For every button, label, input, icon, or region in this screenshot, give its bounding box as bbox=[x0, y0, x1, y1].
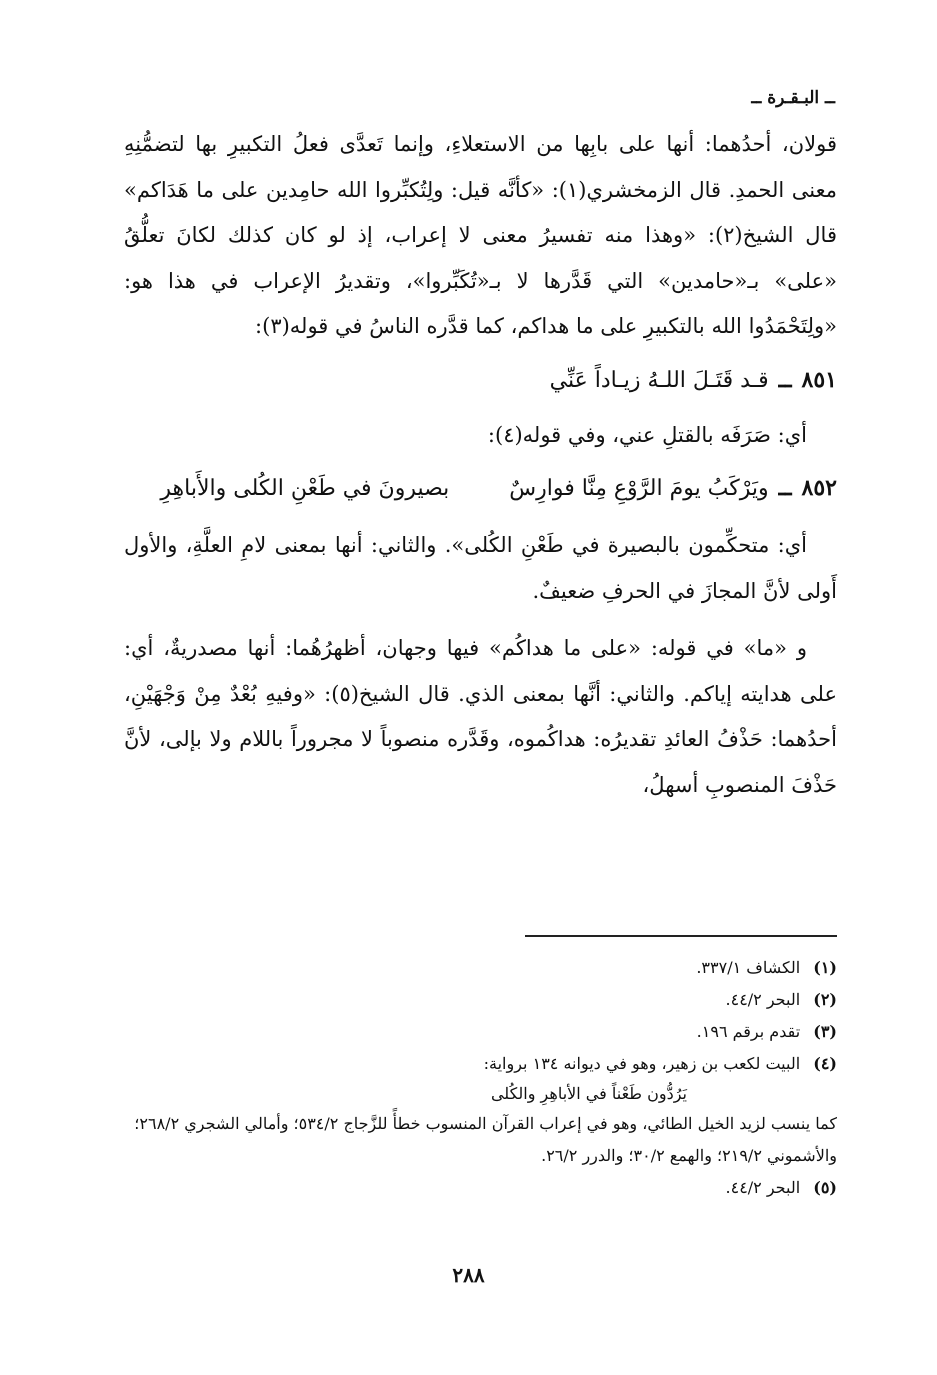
paragraph-2: أي: صَرَفَه بالقتلِ عني، وفي قوله(٤): bbox=[487, 422, 807, 447]
verse-dash: ــ bbox=[778, 366, 792, 393]
footnote-marker: (٣) bbox=[813, 1022, 837, 1041]
verse-text: قـد قَتَـلَ اللـهُ زيـاداً عَنِّي bbox=[549, 367, 769, 393]
footnote-3 bbox=[124, 1016, 837, 1048]
footnotes bbox=[124, 952, 837, 1204]
footnote-marker: (٢) bbox=[813, 990, 837, 1009]
footnote-2 bbox=[124, 984, 837, 1016]
paragraph-1: قولان، أحدُهما: أنها على بابِها من الاستعلاءِ، وإنما تَعدَّى فعلُ التكبيرِ بها لتضمُّنِهِ معنى الحمدِ. قال الزمخشري(١): «كأنَّه قيل: ولِتُكبِّروا الله حامِدين على ما هَدَاكم» قال الشيخ(٢): «وهذا منه تفسيرُ معنى لا إعراب، إذ لو كان كذلك لكانَ تعلُّقُ «على» بـ«حامدين» التي قَدَّرها لا بـ«تُكَبِّروا»، وتقديرُ الإعراب في هذا هو: «ولِتَحْمَدُوا الله بالتكبيرِ على ما هداكم، كما قدَّره الناسُ في قوله(٣): bbox=[124, 132, 837, 338]
paragraph-4: و «ما» في قوله: «على ما هداكُم» فيها وجهان، أظهرُهُما: أنها مصدريةٌ، أي: على هدايته إياكم. والثاني: أنَّها بمعنى الذي. قال الشيخ(٥): «وفيهِ بُعْدٌ مِنْ وَجْهَيْنِ، أحدُهما: حَذْفُ العائدِ تقديرُه: هداكُموه، وقَدَّره منصوباً لا مجروراً باللام ولا بإلى، لأنَّ حَذْفَ المنصوبِ أسهلُ، bbox=[124, 636, 837, 797]
verse-number: ٨٥٢ bbox=[801, 475, 837, 501]
footnote-marker: (١) bbox=[813, 958, 837, 977]
footnote-text: البيت لكعب بن زهير، وهو في ديوانه ١٣٤ برواية: bbox=[483, 1054, 801, 1073]
footnote-4-verse: يَرُدُّون طَعْناً في الأباهِرِ والكُلى bbox=[490, 1084, 687, 1103]
verse-852 bbox=[124, 466, 837, 511]
footnote-separator bbox=[525, 935, 837, 937]
footnote-marker: (٤) bbox=[813, 1054, 837, 1073]
footnote-5 bbox=[124, 1172, 837, 1204]
footnote-text: البحر ٤٤/٢. bbox=[725, 1178, 801, 1197]
footnote-marker: (٥) bbox=[813, 1178, 837, 1197]
footnote-text: البحر ٤٤/٢. bbox=[725, 990, 801, 1009]
verse-second-hemistich: بصيرونَ في طَعْنِ الكُلى والأَباهِرِ bbox=[160, 476, 450, 501]
footnote-4 bbox=[124, 1048, 837, 1080]
verse-851 bbox=[124, 358, 837, 403]
footnote-text: تقدم برقم ١٩٦. bbox=[696, 1022, 801, 1041]
page-number: ٢٨٨ bbox=[452, 1263, 485, 1287]
footnote-text: الكشاف ٣٣٧/١. bbox=[696, 958, 801, 977]
main-text bbox=[124, 122, 837, 808]
paragraph-3: أي: متحكِّمون بالبصيرة في طَعْنِ الكُلى». والثاني: أنها بمعنى لامِ العلَّةِ، والأول أَولى لأنَّ المجازَ في الحرفِ ضعيفٌ. bbox=[124, 533, 837, 603]
running-title: ــ البـقـرة ــ bbox=[751, 88, 835, 108]
verse-number: ٨٥١ bbox=[801, 366, 837, 393]
verse-first-hemistich: ويَرْكَبُ يومَ الرَّوْعِ مِنَّا فوارِسٌ bbox=[509, 476, 769, 501]
footnote-1 bbox=[124, 952, 837, 984]
footnote-4-continuation: كما ينسب لزيد الخيل الطائي، وهو في إعراب القرآن المنسوب خطأً للزَّجاج ٥٣٤/٢؛ وأمالي الشجري ٢٦٨/٢؛ والأشموني ٢١٩/٢؛ والهمع ٣٠/٢؛ والدرر ٢٦/٢. bbox=[134, 1114, 837, 1165]
verse-dash: ــ bbox=[778, 475, 792, 501]
